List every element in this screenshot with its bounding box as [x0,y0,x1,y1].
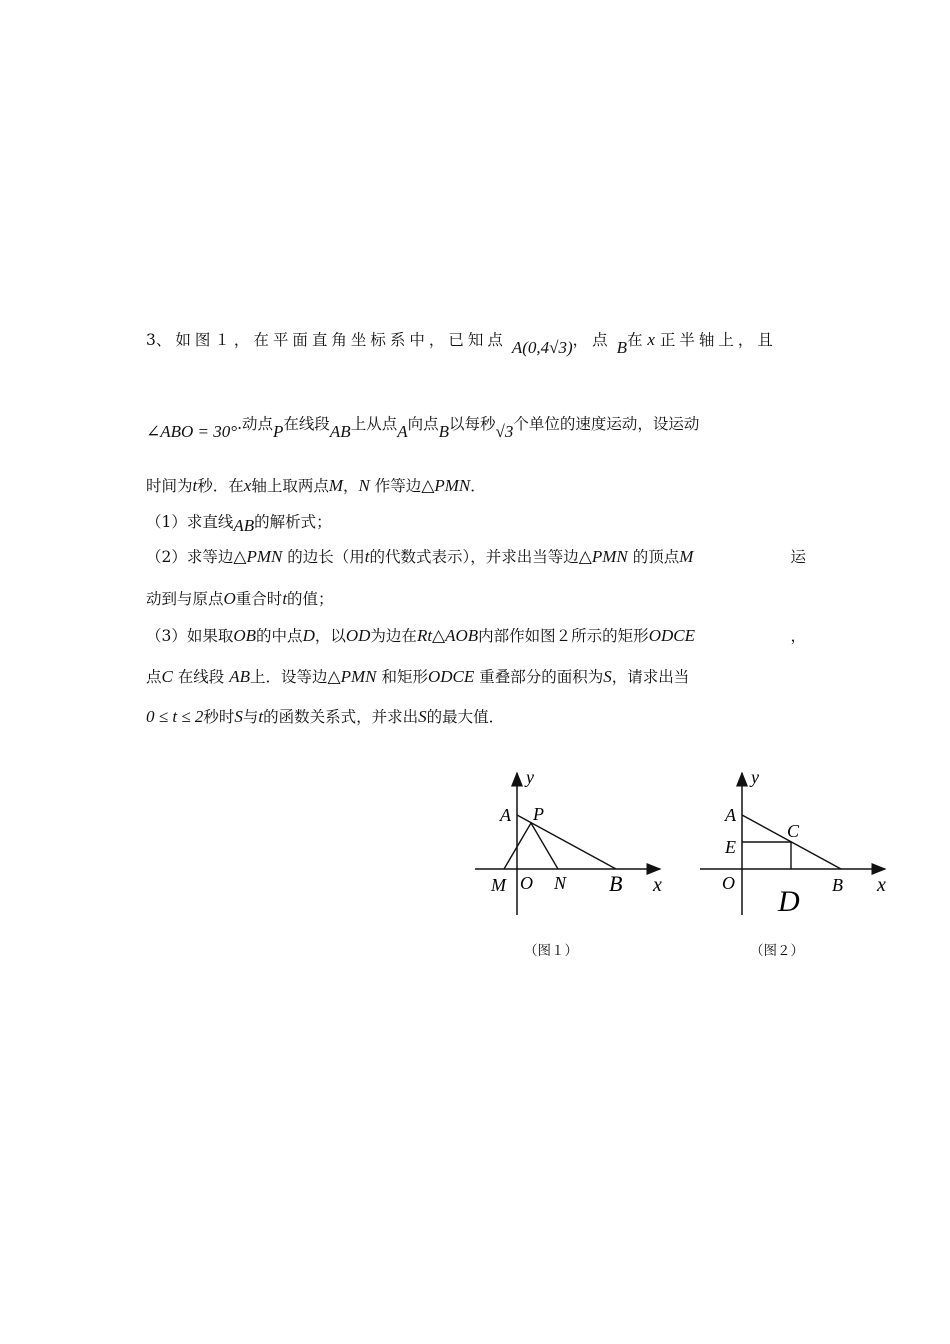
triangle-aob-label: Rt△AOB [416,626,479,645]
figure-2-caption: （图２） [750,943,804,959]
label-y: y [526,767,534,787]
text-fragment: 的中点 [256,627,303,645]
point-o-label: O [223,589,236,608]
text-fragment: ，请求出当 [611,668,690,686]
label-a: A [725,805,736,825]
problem-line-9 [146,665,806,687]
question-3 [146,624,806,646]
problem-line-7 [146,587,806,609]
label-o: O [722,873,735,893]
figure-1-diagram [470,765,670,925]
point-n-label: N [358,476,370,495]
text-fragment: 在线段 [283,415,330,433]
point-b-label: B [616,338,627,357]
intro-text: 、如图１，在平面直角坐标系中，已知点 [155,331,507,349]
axis-x-label: x [647,330,655,349]
inequality-expression: 0 ≤ t ≤ 2 [146,707,204,726]
point-b-label: B [438,422,449,441]
label-b: B [832,875,843,895]
label-y: y [751,767,759,787]
point-a-label: A [397,422,408,441]
text-fragment: 秒时 [203,708,235,726]
figure-2-diagram [695,765,895,925]
label-p: P [533,804,544,824]
text-fragment: （3）如果取 [146,627,234,645]
text-fragment: 秒．在 [197,477,244,495]
triangle-pmn-label: △PMN [327,667,377,686]
rectangle-odce [742,842,791,869]
text-fragment: 重叠部分的面积为 [479,668,604,686]
axis-x-label: x [243,476,252,495]
label-c: C [787,821,800,841]
text-fragment: 以每秒 [449,415,496,433]
text-fragment: 时间为 [146,477,193,495]
triangle-pmn-label: △PMN [233,547,283,566]
segment-ab-label: AB [233,516,255,535]
angle-expression: ∠ABO = 30° [146,422,238,441]
text-fragment: 重合时 [235,590,283,608]
variable-s: S [418,707,427,726]
text-fragment: 的最大值． [426,708,505,726]
text-fragment: ，以 [314,627,346,645]
variable-t: t [364,547,370,566]
triangle-pmn-label: △PMN [578,547,628,566]
variable-t: t [258,707,264,726]
point-a-coordinate: A(0,4√3) [511,338,573,357]
variable-t: t [192,476,198,495]
variable-s: S [234,707,243,726]
text-fragment: 为边在 [370,627,417,645]
text-fragment: 的解析式； [254,513,332,531]
text-fragment: 的函数关系式，并求出 [263,708,419,726]
text-fragment: 上．设等边 [250,668,328,686]
text-fragment: 运 [790,548,806,566]
label-d: D [778,885,800,918]
label-x: x [877,874,886,896]
label-b: B [609,871,623,896]
point-p-label: P [273,422,284,441]
text-fragment: 动到与原点 [146,590,224,608]
problem-line-10 [146,705,806,727]
point-c-label: C [161,667,173,686]
text-fragment: 个单位的速度运动，设运动 [513,415,700,433]
figure-1-caption: （图１） [524,943,578,959]
triangle-pmn-label: △PMN [421,476,471,495]
point-m-label: M [328,476,343,495]
variable-t: t [282,589,288,608]
triangle-pmn [504,823,558,869]
label-m: M [491,875,506,895]
label-o: O [520,873,533,893]
segment-ab-label: AB [329,422,351,441]
text-fragment: 向点 [407,415,439,433]
label-a: A [500,805,511,825]
text-fragment: ，点 [572,331,612,349]
text-fragment: 在 [626,331,643,349]
text-fragment: 的值； [287,590,334,608]
rectangle-odce-label: ODCE [648,626,695,645]
problem-number: 3 [146,331,156,349]
segment-ab-label: AB [229,667,251,686]
text-fragment: ． [470,477,486,495]
text-fragment: 和矩形 [381,668,428,686]
text-fragment: 点 [146,668,162,686]
label-n: N [554,873,567,893]
text-fragment: .动点 [237,415,273,433]
point-m-label: M [679,547,694,566]
text-fragment: 的代数式表示），并求出当等边 [369,548,579,566]
rectangle-odce-label: ODCE [427,667,475,686]
text-fragment: （1）求直线 [146,513,234,531]
label-e: E [725,837,736,857]
question-1 [146,510,806,535]
problem-line-3 [146,474,806,496]
text-fragment: ， [343,477,359,495]
point-d-label: D [302,626,315,645]
sqrt3-expression: √3 [495,422,514,441]
label-x: x [653,874,662,896]
variable-s: S [603,667,612,686]
text-fragment: 内部作如图２所示的矩形 [478,627,649,645]
text-fragment: 的顶点 [632,548,680,566]
segment-od-label: OD [345,626,371,645]
text-fragment: ， [790,627,806,645]
question-2 [146,545,806,567]
text-fragment: （2）求等边 [146,548,234,566]
text-fragment: 作等边 [374,477,422,495]
text-fragment: 上从点 [350,415,398,433]
text-fragment: 在线段 [177,668,225,686]
text-fragment: 正半轴上，且 [659,331,777,349]
problem-line-2 [146,412,806,441]
problem-line-1 [146,328,806,357]
text-fragment: 轴上取两点 [251,477,329,495]
text-fragment: 的边长（用 [287,548,365,566]
text-fragment: 与 [242,708,259,726]
segment-ob-label: OB [233,626,257,645]
